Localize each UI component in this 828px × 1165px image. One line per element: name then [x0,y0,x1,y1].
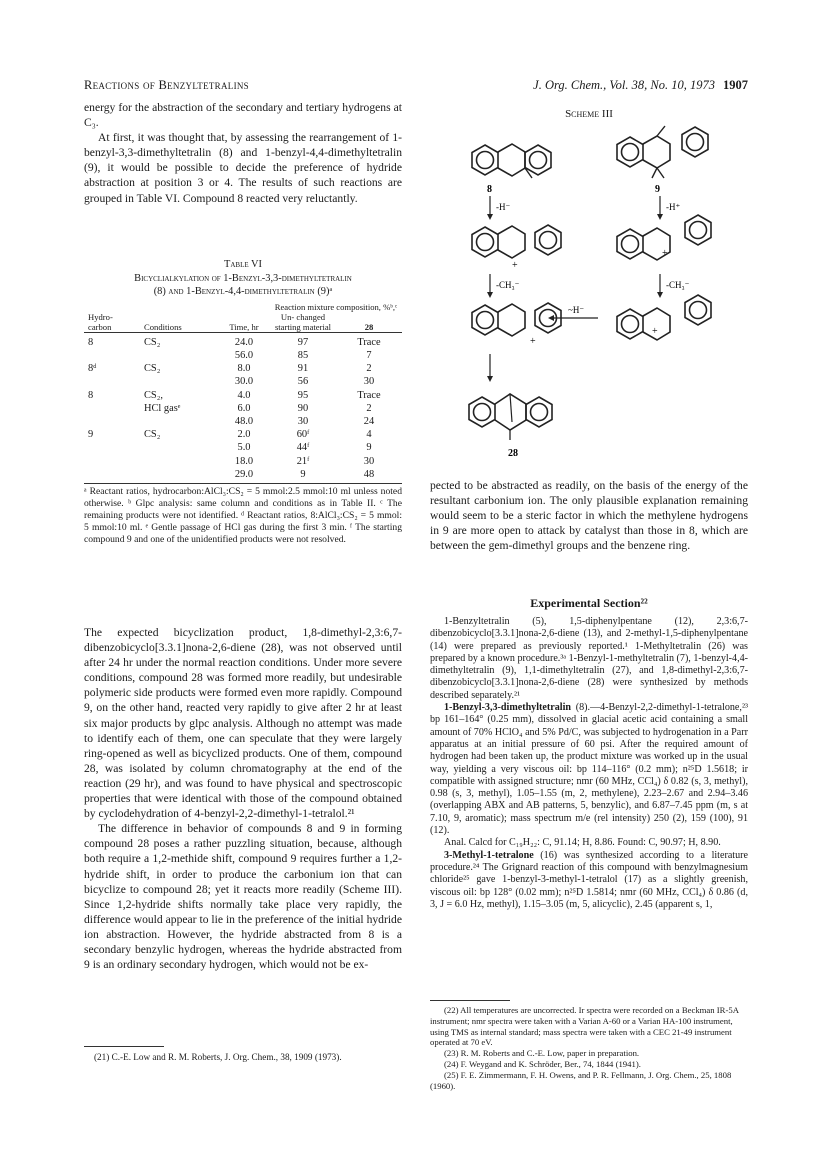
unchanged-cell: 44ᶠ [296,442,310,454]
cation-charge: + [652,326,658,337]
conditions-cell: HCl gasᵉ [144,402,181,414]
hydrocarbon-cell [84,348,140,361]
product-28-cell: Trace [357,389,381,401]
experimental-body [430,616,748,911]
paragraph-text: (8).—4-Benzyl-2,2-dimethyl-1-tetralone,²³ bp 161–164° (0.25 mm), dissolved in glacial acetic acid containing a small amount of 70% HClO₄ and 5% Pd/C, was subjected to hydrogenation in a Parr apparatus at an initial pressure of 60 psi. After the required amount of hydrogen had been taken up, the product mixture was worked up in the usual way, yielding a very viscous oil: bp 114–116° (0.2 mm); n²⁵D 1.5618; ir compatible with assigned structure; nmr (60 MHz, CCl₄) δ 0.82 (s, 3, methyl), 0.98 (s, 3, methyl), 1.05–1.55 (m, 2, methylene), 2.23–2.67 and 2.94–3.46 (overlapping ABX and AB patterns, 5, benzylic), and 6.87–7.45 ppm (m, s at 7.10, 9, aromatic); mass spectrum m/e (rel intensity) 250 (2), 159 (100), 91 (12). [430,702,748,837]
product-28-cell: 4 [366,429,372,441]
table-row [84,374,402,387]
column-header: Conditions [144,321,182,332]
reagent-minus-h-left: -H⁻ [496,202,511,212]
footnote: (23) R. M. Roberts and C.-E. Low, paper in preparation. [444,1048,640,1059]
section-heading: Experimental Section²² [530,596,648,610]
paragraph-text: (16) was synthesized according to a literature procedure.²⁴ The Grignard reaction of this compound with benzylmagnesium chloride²⁵ gave 1-benzyl-3-methyl-1-tetralol (17) as a slightly greenish, viscous oil: bp 128° (0.02 mm); n²⁵D 1.5814; nmr (60 MHz, CCl₄) δ 0.86 (d, 3, J = 6.0 Hz, methyl), 1.15–3.05 (m, 5, alicyclic), 2.45 (apparent s, 1, [430,849,748,910]
journal-ref: J. Org. Chem., Vol. 38, No. 10, 1973 [533,78,715,92]
table-row [84,427,402,440]
paragraph: pected to be abstracted as readily, on the basis of the energy of the resultant carbonium ion. The only plausible explanation remaining would seem to be a steric factor in which the methylene hydrogens in 9 are more open to attack by catalyst than those in 8, which are between the gem-dimethyl groups and the benzene ring. [430,479,748,553]
hydrocarbon-cell [84,414,140,427]
product-28-cell: 30 [363,376,375,388]
data-table [84,299,402,480]
left-column-top [84,100,402,206]
table-row [84,440,402,453]
conditions-cell [140,414,218,427]
unchanged-cell: 30 [297,416,309,427]
hydrocarbon-cell [84,453,140,466]
unchanged-cell: 91 [297,363,309,375]
compound-28-structure [469,394,552,440]
unchanged-cell: 56 [297,376,309,388]
hydrocarbon-cell [84,467,140,480]
running-head: Reactions of Benzyltetralins [84,78,249,92]
unchanged-cell: 97 [297,336,309,348]
time-cell: 29.0 [234,468,254,480]
journal-citation [533,78,748,93]
hydrocarbon-cell [84,374,140,387]
compound-8-structure [472,144,551,178]
label-8: 8 [487,184,492,195]
unchanged-cell: 21ᶠ [296,455,310,467]
hydride-shift-label: ~H⁻ [568,305,585,315]
table-caption: Bicyclialkylation of 1-Benzyl-3,3-dimethyltetralin [134,272,352,284]
cation-charge: + [530,336,536,347]
compound-9-structure [617,126,708,178]
table-caption: (8) and 1-Benzyl-4,4-dimethyltetralin (9)ᵃ [153,286,333,297]
product-28-cell: Trace [357,336,381,348]
paragraph: energy for the abstraction of the secondary and tertiary hydrogens at C₃. [84,101,402,130]
hydrocarbon-cell [84,401,140,414]
table-row [84,348,402,361]
hydrocarbon-cell: 9 [88,429,94,441]
footnote-rule [84,1046,164,1047]
conditions-cell [140,440,218,453]
paragraph: At first, it was thought that, by assessing the rearrangement of 1-benzyl-3,3-dimethyltetralin (8) and 1-benzyl-4,4-dimethyltetralin (9), it would be possible to decide the preference of hydride abstraction at position 3 or 4. The results of such reactions are grouped in Table VI. Compound 8 reacted very reluctantly. [84,131,402,205]
unchanged-cell: 95 [297,389,309,401]
conditions-cell: CS₂ [144,363,161,375]
time-cell: 2.0 [237,429,251,441]
reagent-minus-h-right: -H⁺ [666,202,681,212]
paragraph [430,850,748,911]
product-28-cell: 48 [363,468,375,480]
conditions-cell [140,374,218,387]
footnote-rule [430,1000,510,1001]
time-cell: 30.0 [234,376,254,388]
product-28-cell: 7 [366,350,372,362]
table-vi [84,258,402,546]
time-cell: 24.0 [234,336,254,348]
time-cell: 4.0 [237,389,251,401]
unchanged-cell: 9 [300,468,306,480]
cation-charge: + [662,248,668,259]
paragraph: The difference in behavior of compounds 8 and 9 in forming compound 28 poses a rather puzzling situation, because, although both require a 1,2-methide shift, compound 9 requires further a 1,2-hydride shift, in order to produce the carbonium ion that can bicyclize to compound 28; yet it reacts more readily (Scheme III). Since 1,2-hydride shifts normally take place very rapidly, the difference would appear to lie in the preference of the initial hydride ion abstraction. However, the hydride abstracted from 8 is a secondary benzylic hydrogen, whereas the hydride abstracted from 9 is an ordinary secondary hydrogen, which would not be ex- [84,822,402,972]
hydrocarbon-cell: 8 [88,389,94,401]
hydrocarbon-cell: 8ᵈ [88,363,97,375]
cation-structures [472,215,711,340]
table-row [84,467,402,480]
conditions-cell: CS₂, [144,389,163,401]
product-28-cell: 30 [363,455,375,467]
compound-heading: 1-Benzyl-3,3-dimethyltetralin [444,702,571,714]
paragraph: Anal. Calcd for C₁₉H₂₂: C, 91.14; H, 8.86. Found: C, 90.97; H, 8.90. [444,837,721,849]
time-cell: 18.0 [234,455,254,467]
column-group-header: Reaction mixture composition, %ᵇ,ᶜ [274,301,398,312]
scheme-title: Scheme III [565,108,613,120]
conditions-cell: CS₂ [144,336,161,348]
footnote: (21) C.-E. Low and R. M. Roberts, J. Org. Chem., 38, 1909 (1973). [94,1052,342,1062]
product-28-cell: 2 [366,363,372,375]
table-row [84,335,402,348]
column-header: Time, hr [229,321,259,332]
table-footnotes: ᵃ Reactant ratios, hydrocarbon:AlCl₃:CS₂ = 5 mmol:2.5 mmol:10 ml unless noted otherwise. ᵇ Glpc analysis: same column and conditions as in Table II. ᶜ The remaining products were not identified. ᵈ Reactant ratios, 8:AlCl₃:CS₂ = 5 mmol: 5 mmol:10 ml. ᵉ Gentle passage of HCl gas during the first 3 min. ᶠ The starting compound 9 and one of the unidentified products were not resolved. [84,485,402,546]
footnotes-right [430,1005,748,1091]
footnote: (24) F. Weygand and K. Schröder, Ber., 74, 1844 (1941). [444,1058,641,1069]
product-28-cell: 9 [366,442,372,454]
cation-charge: + [512,260,518,271]
paragraph: 1-Benzyltetralin (5), 1,5-diphenylpentane (12), 2,3:6,7-dibenzobicyclo[3.3.1]nona-2,6-diene (13), and 2-methyl-1,5-diphenylpentane (14) were prepared as previously reported.¹ 1-Methyltetralin (26) was prepared by a known procedure.³ᵃ 1-Benzyl-1-methyltetralin (7), 1-benzyl-4,4-dimethyltetralin (9), 1,1-dimethyltetralin (27), and 1,8-dimethyl-2,3:6,7-dibenzobicyclo[3.3.1]nona-2,6-diene (28) were synthesized by methods described separately.²¹ [430,616,749,701]
column-header: Hydro- carbon [88,311,113,332]
paragraph [430,702,748,837]
reagent-minus-ch3-right: -CH₃⁻ [666,280,690,290]
label-28: 28 [508,448,518,459]
table-row [84,387,402,400]
conditions-cell: CS₂ [144,429,161,441]
table-title: Table VI [224,259,262,270]
unchanged-cell: 90 [297,402,309,414]
product-28-cell: 24 [363,416,375,427]
conditions-cell [140,348,218,361]
reagent-minus-ch3-left: -CH₃⁻ [496,280,520,290]
scheme-iii-diagram [430,122,760,462]
table-row [84,414,402,427]
time-cell: 8.0 [237,363,251,375]
right-column-top [430,478,748,553]
time-cell: 48.0 [234,416,254,427]
table-row [84,453,402,466]
table-row [84,401,402,414]
paragraph: The expected bicyclization product, 1,8-dimethyl-2,3:6,7-dibenzobicyclo[3.3.1]nona-2,6-diene (28), was not observed until after 24 hr under the normal reaction conditions. Under more severe conditions, compound 28 was formed more readily, but undesirable polymeric side products were formed even more rapidly. Compound 9, on the other hand, reacted very rapidly to give after 2 hr at least six major products by glpc analysis. Although no attempt was made to identify each of them, one can speculate that they were largely ring-opened as well as bicyclized products. One of them, compound 28, was isolated by column chromatography at the end of the reaction (29 hr), and was found to have physical and spectroscopic properties that were identical with those of the compound obtained by cyclodehydration of 4-benzyl-2,2-dimethyl-1-tetralol.²¹ [84,626,402,821]
hydrocarbon-cell [84,440,140,453]
hydrocarbon-cell: 8 [88,336,94,348]
time-cell: 56.0 [234,350,254,362]
compound-heading: 3-Methyl-1-tetralone [444,849,534,861]
left-column-body [84,625,402,972]
table-row [84,361,402,374]
label-9: 9 [655,184,660,195]
conditions-cell [140,453,218,466]
page-number: 1907 [723,78,748,92]
footnote: (22) All temperatures are uncorrected. Ir spectra were recorded on a Beckman IR-5A instrument; nmr spectra were taken with a Varian A-60 or a Varian HA-100 instrument, using TMS as internal standard; mass spectra were taken with a CEC 21-49 instrument operated at 70 eV. [430,1005,739,1048]
column-header: Un- changed starting material [274,311,332,332]
unchanged-cell: 85 [297,350,309,362]
footnote: (25) F. E. Zimmermann, F. H. Owens, and P. R. Fellmann, J. Org. Chem., 25, 1808 (1960). [430,1069,732,1091]
conditions-cell [140,467,218,480]
unchanged-cell: 60ᶠ [296,429,310,441]
column-header: 28 [364,321,374,332]
time-cell: 6.0 [237,402,251,414]
product-28-cell: 2 [366,402,372,414]
time-cell: 5.0 [237,442,251,454]
